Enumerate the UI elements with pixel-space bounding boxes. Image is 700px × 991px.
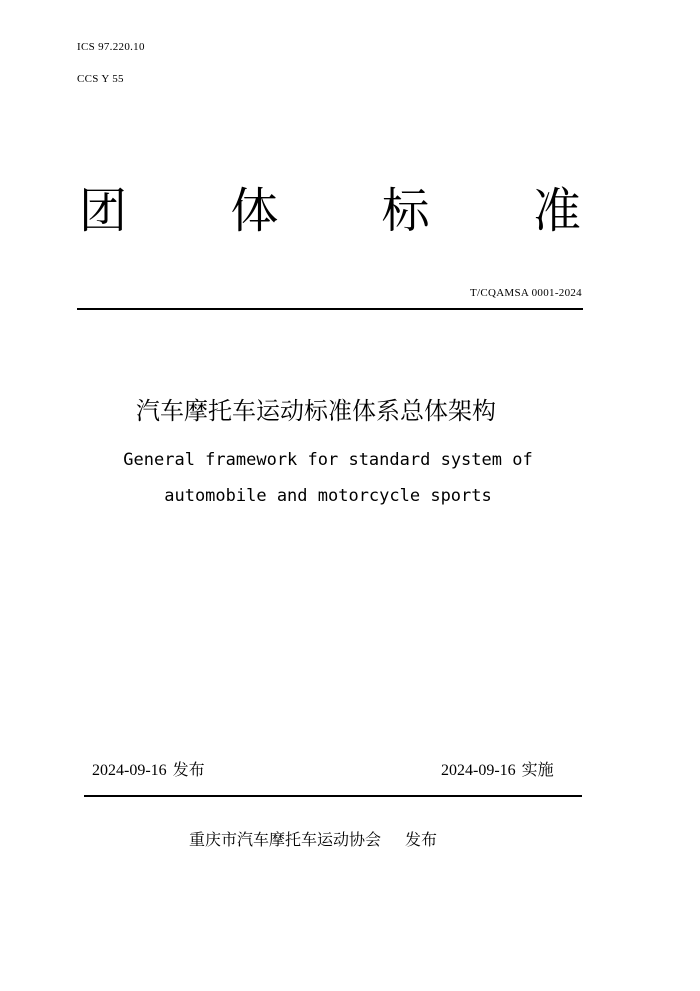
implement-date: 2024-09-16: [441, 762, 516, 779]
publish-date: 2024-09-16: [92, 762, 167, 779]
document-type-heading: [77, 176, 583, 246]
heading-char-2: 体: [230, 183, 279, 239]
publish-date-line: [92, 758, 205, 783]
issuer-line: [189, 828, 437, 852]
ics-code: ICS 97.220.10: [77, 41, 145, 53]
publish-label: 发布: [172, 760, 205, 779]
issuer-name: 重庆市汽车摩托车运动协会: [189, 830, 382, 849]
issuer-issue-label: 发布: [405, 830, 438, 849]
ccs-code: CCS Y 55: [77, 73, 124, 85]
implement-date-line: [441, 758, 554, 783]
heading-char-1: 团: [78, 183, 127, 239]
chinese-title: 汽车摩托车运动标准体系总体架构: [136, 397, 496, 425]
english-title-line-2: automobile and motorcycle sports: [164, 486, 492, 506]
bottom-divider: [84, 795, 582, 797]
implement-label: 实施: [521, 760, 554, 779]
top-divider: [77, 308, 583, 310]
heading-char-3: 标: [381, 183, 430, 239]
standard-number: T/CQAMSA 0001-2024: [469, 287, 582, 299]
english-title-line-1: General framework for standard system of: [123, 450, 533, 470]
heading-char-4: 准: [532, 183, 581, 239]
